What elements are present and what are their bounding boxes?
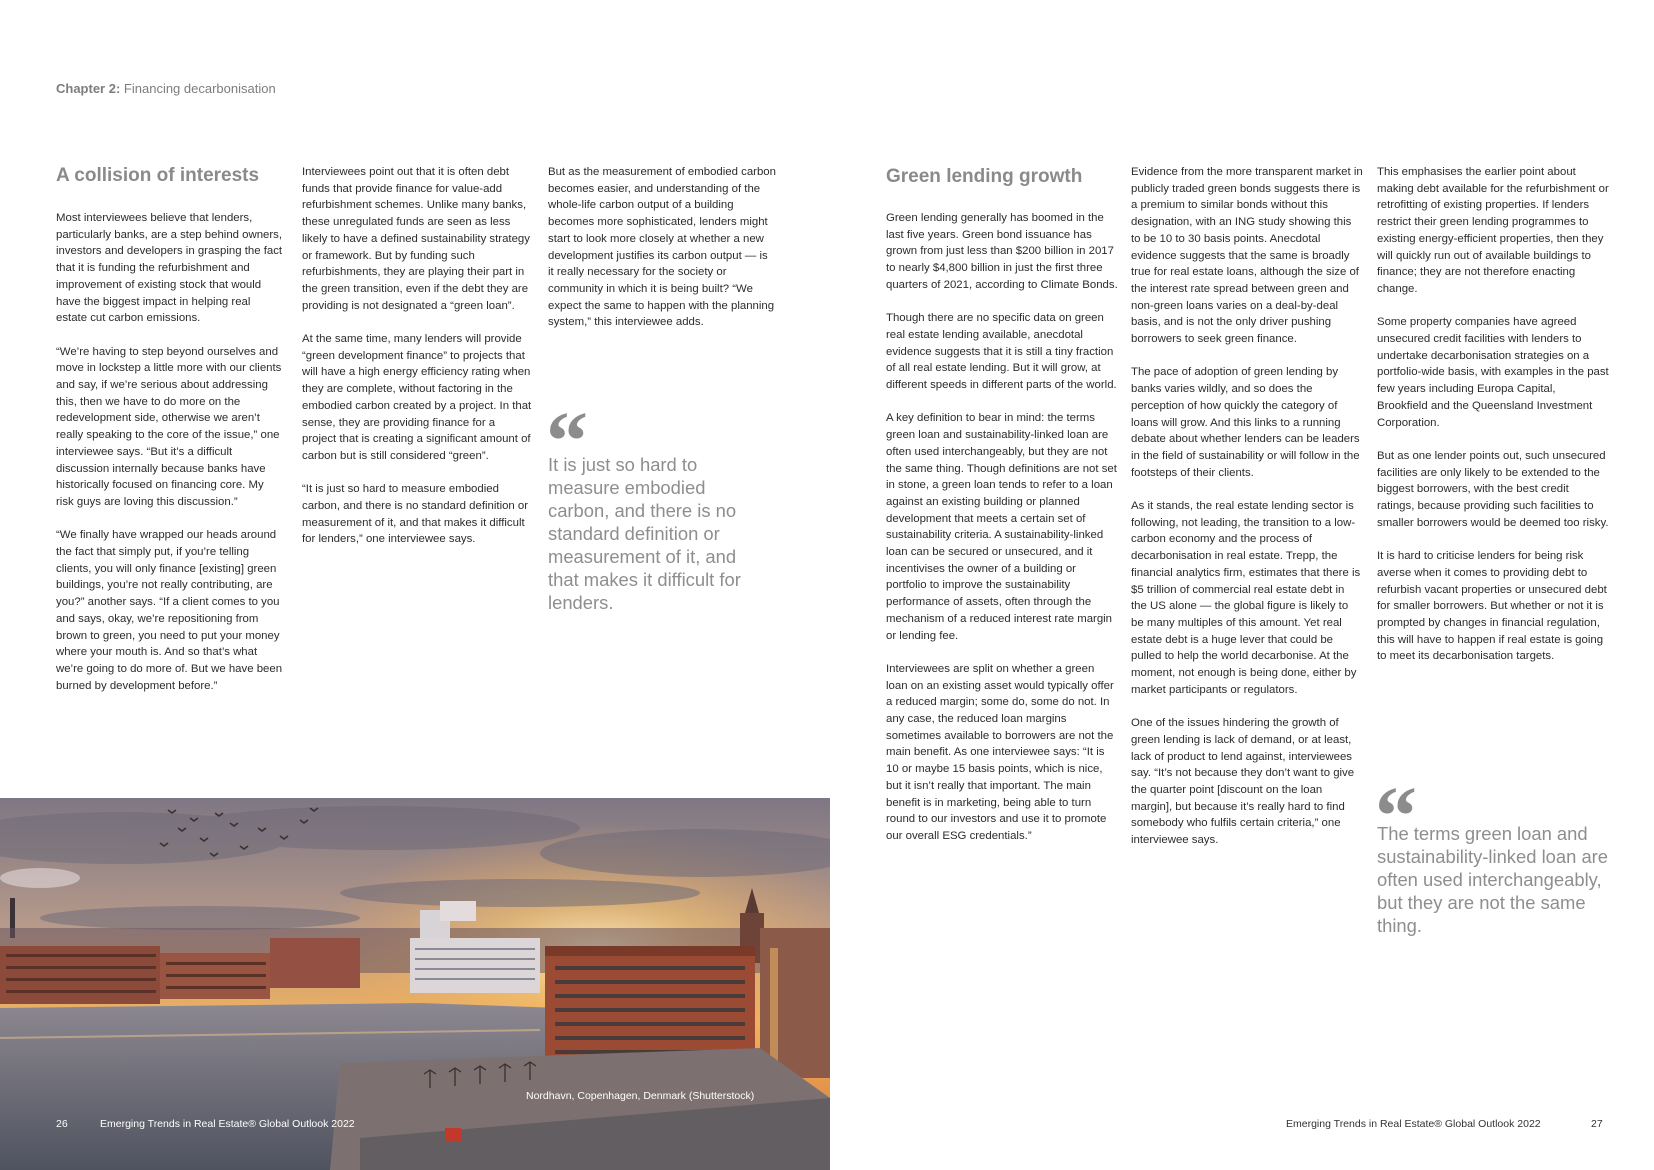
paragraph: Some property companies have agreed unsecured credit facilities with lenders to undertake decarbonisation strategies on a portfolio-wide basis, with examples in the past few years including Europa Capital, Brookfield and the Queensland Investment Corporation. [1377,316,1609,429]
paragraph: But as the measurement of embodied carbon becomes easier, and understanding of the whole-life carbon output of a building becomes more sophisticated, lenders might start to look more closely at whether a new development justifies its carbon output — is it really necessary for the society or community in which it is being built? “We expect the same to happen with the planning system,” this interviewee adds. [548,166,776,329]
right-column-1 [886,210,1118,861]
left-pull-quote: It is just so hard to measure embodied carbon, and there is no standard definition or measurement of it, and that makes it difficult for lenders. [548,454,741,613]
chapter-title: Financing decarbonisation [123,81,276,96]
smoke [0,868,80,888]
right-column-3 [1377,164,1609,682]
chapter-label [56,81,276,96]
left-page-number: 26 [56,1118,68,1130]
quote-mark-icon: “ [546,395,588,488]
right-column-2 [1131,164,1363,865]
red-container [445,1128,461,1142]
right-section-heading: Green lending growth [886,166,1083,187]
paragraph: Interviewees point out that it is often debt funds that provide finance for value-add refurbishment schemes. Unlike many banks, these unregulated funds are seen as less likely to have a defined sustainability strategy or framework. But by funding such refurbishments, they are playing their part in the green transition, even if the debt they are providing is not designated a “green loan”. [302,166,530,312]
paragraph: But as one lender points out, such unsecured facilities are only likely to be extended to the biggest borrowers, with the best credit ratings, because providing such facilities to smaller borrowers would be deemed too risky. [1377,449,1609,529]
paragraph: As it stands, the real estate lending sector is following, not leading, the transition to a low-carbon economy and the process of decarbonisation in real estate. Trepp, the financial analytics firm, estimates that there is $5 trillion of commercial real estate debt in the US alone — the global figure is likely to be many multiples of this amount. Yet real estate debt is a huge lever that could be pulled to help the world decarbonise. At the moment, not enough is being done, either by market participants or regulators. [1131,500,1361,696]
paragraph: Green lending generally has boomed in the last five years. Green bond issuance has grown from just less than $200 billion in 2017 to nearly $4,800 billion in just the first three quarters of 2021, according to Climate Bonds. [886,212,1118,291]
chapter-number: Chapter 2: [56,81,121,96]
left-footer-title: Emerging Trends in Real Estate® Global Outlook 2022 [100,1118,355,1130]
city-photo [0,798,830,1170]
photo-caption: Nordhavn, Copenhagen, Denmark (Shutterstock) [526,1090,755,1102]
right-page-number: 27 [1591,1118,1603,1130]
left-column-1 [56,210,284,711]
paragraph: It is hard to criticise lenders for being risk averse when it comes to providing debt to refurbish vacant properties or unsecured debt for smaller borrowers. But whether or not it is prompted by changes in financial regulation, this will have to happen if real estate is going to meet its decarbonisation targets. [1377,550,1607,663]
left-column-3 [548,164,776,348]
paragraph: Most interviewees believe that lenders, particularly banks, are a step behind owners, investors and developers in grasping the fact that it is funding the refurbishment and improvement of existing stock that would have the biggest impact in helping real estate cut carbon emissions. [56,212,283,325]
paragraph: “It is just so hard to measure embodied carbon, and there is no standard definition or measurement of it, and that makes it difficult for lenders,” one interviewee says. [302,483,529,546]
paragraph: “We’re having to step beyond ourselves and move in lockstep a little more with our clients and say, if we’re serious about addressing this, then we have to do more on the redevelopment side, otherwise we aren’t really speaking to the core of the issue,” one interviewee says. “But it’s a difficult discussion internally because banks have historically focused on financing core. My risk guys are loving this discussion.” [56,345,282,508]
paragraph: Evidence from the more transparent market in publicly traded green bonds suggests there is a premium to similar bonds without this designation, with an ING study showing this to be 10 to 30 basis points. Anecdotal evidence suggests that the same is broadly true for real estate loans, although the size of the interest rate spread between green and non-green loans varies on a deal-by-deal basis, and is not the only driver pushing borrowers to seek green finance. [1131,166,1363,346]
paragraph: This emphasises the earlier point about making debt available for the refurbishment or retrofitting of existing properties. If lenders restrict their green lending programmes to existing energy-efficient properties, then they will quickly run out of available buildings to finance; they are not therefore enacting change. [1377,166,1609,295]
paragraph: A key definition to bear in mind: the terms green loan and sustainability-linked loan are often used interchangeably, but they are not the same thing. Though definitions are not set in stone, a green loan tends to refer to a loan against an existing building or planned development that meets a certain set of sustainability criteria. A sustainability-linked loan can be secured or unsecured, and it incentivises the owner of a building or portfolio to improve the sustainability performance of assets, often through the mechanism of a reduced interest rate margin or lending fee. [886,412,1117,642]
paragraph: One of the issues hindering the growth of green lending is lack of demand, or at least, lack of product to lend against, interviewees say. “It’s not because they don’t want to give the quarter point [discount on the loan margin], but because it’s really hard to find somebody who fulfils certain criteria,” one interviewee says. [1131,717,1355,847]
right-footer-title: Emerging Trends in Real Estate® Global Outlook 2022 [1286,1118,1541,1130]
paragraph: “We finally have wrapped our heads around the fact that simply put, if you’re telling clients, you will only finance [existing] green buildings, you’re not really contributing, are you?” another says. “If a client comes to you and says, okay, we’re repositioning from brown to green, you need to put your money where your mouth is. And so that’s what we’re going to do more of. But we have been burned by development before.” [56,529,283,692]
quote-mark-icon: “ [1375,770,1417,863]
right-pull-quote: The terms green loan and sustainability-linked loan are often used interchangeably, but they are not the same thing. [1377,823,1609,936]
paragraph: At the same time, many lenders will provide “green development finance” to projects that will have a high energy efficiency rating when they are complete, without factoring in the embodied carbon created by a project. In that sense, they are providing finance for a project that is creating a significant amount of carbon but is still considered “green”. [302,333,532,462]
paragraph: Interviewees are split on whether a green loan on an existing asset would typically offer a reduced margin; some do, some do not. In any case, the reduced loan margins sometimes available to borrowers are not the main benefit. As one interviewee says: “It is 10 or maybe 15 basis points, which is nice, but it isn’t really that important. The main benefit is in marketing, being able to turn round to our investors and use it to promote our overall ESG credentials.” [886,662,1114,842]
paragraph: Though there are no specific data on green real estate lending available, anecdotal evidence suggests that it is still a tiny fraction of all real estate lending. But it will grow, at different speeds in different parts of the world. [886,312,1117,392]
left-column-2 [302,164,532,565]
paragraph: The pace of adoption of green lending by banks varies wildly, and so does the perception of how quickly the category of loans will grow. And this links to a running debate about whether lenders can be leaders in the field of sustainability or will follow in the footsteps of their clients. [1131,366,1360,479]
left-section-heading: A collision of interests [56,165,260,186]
